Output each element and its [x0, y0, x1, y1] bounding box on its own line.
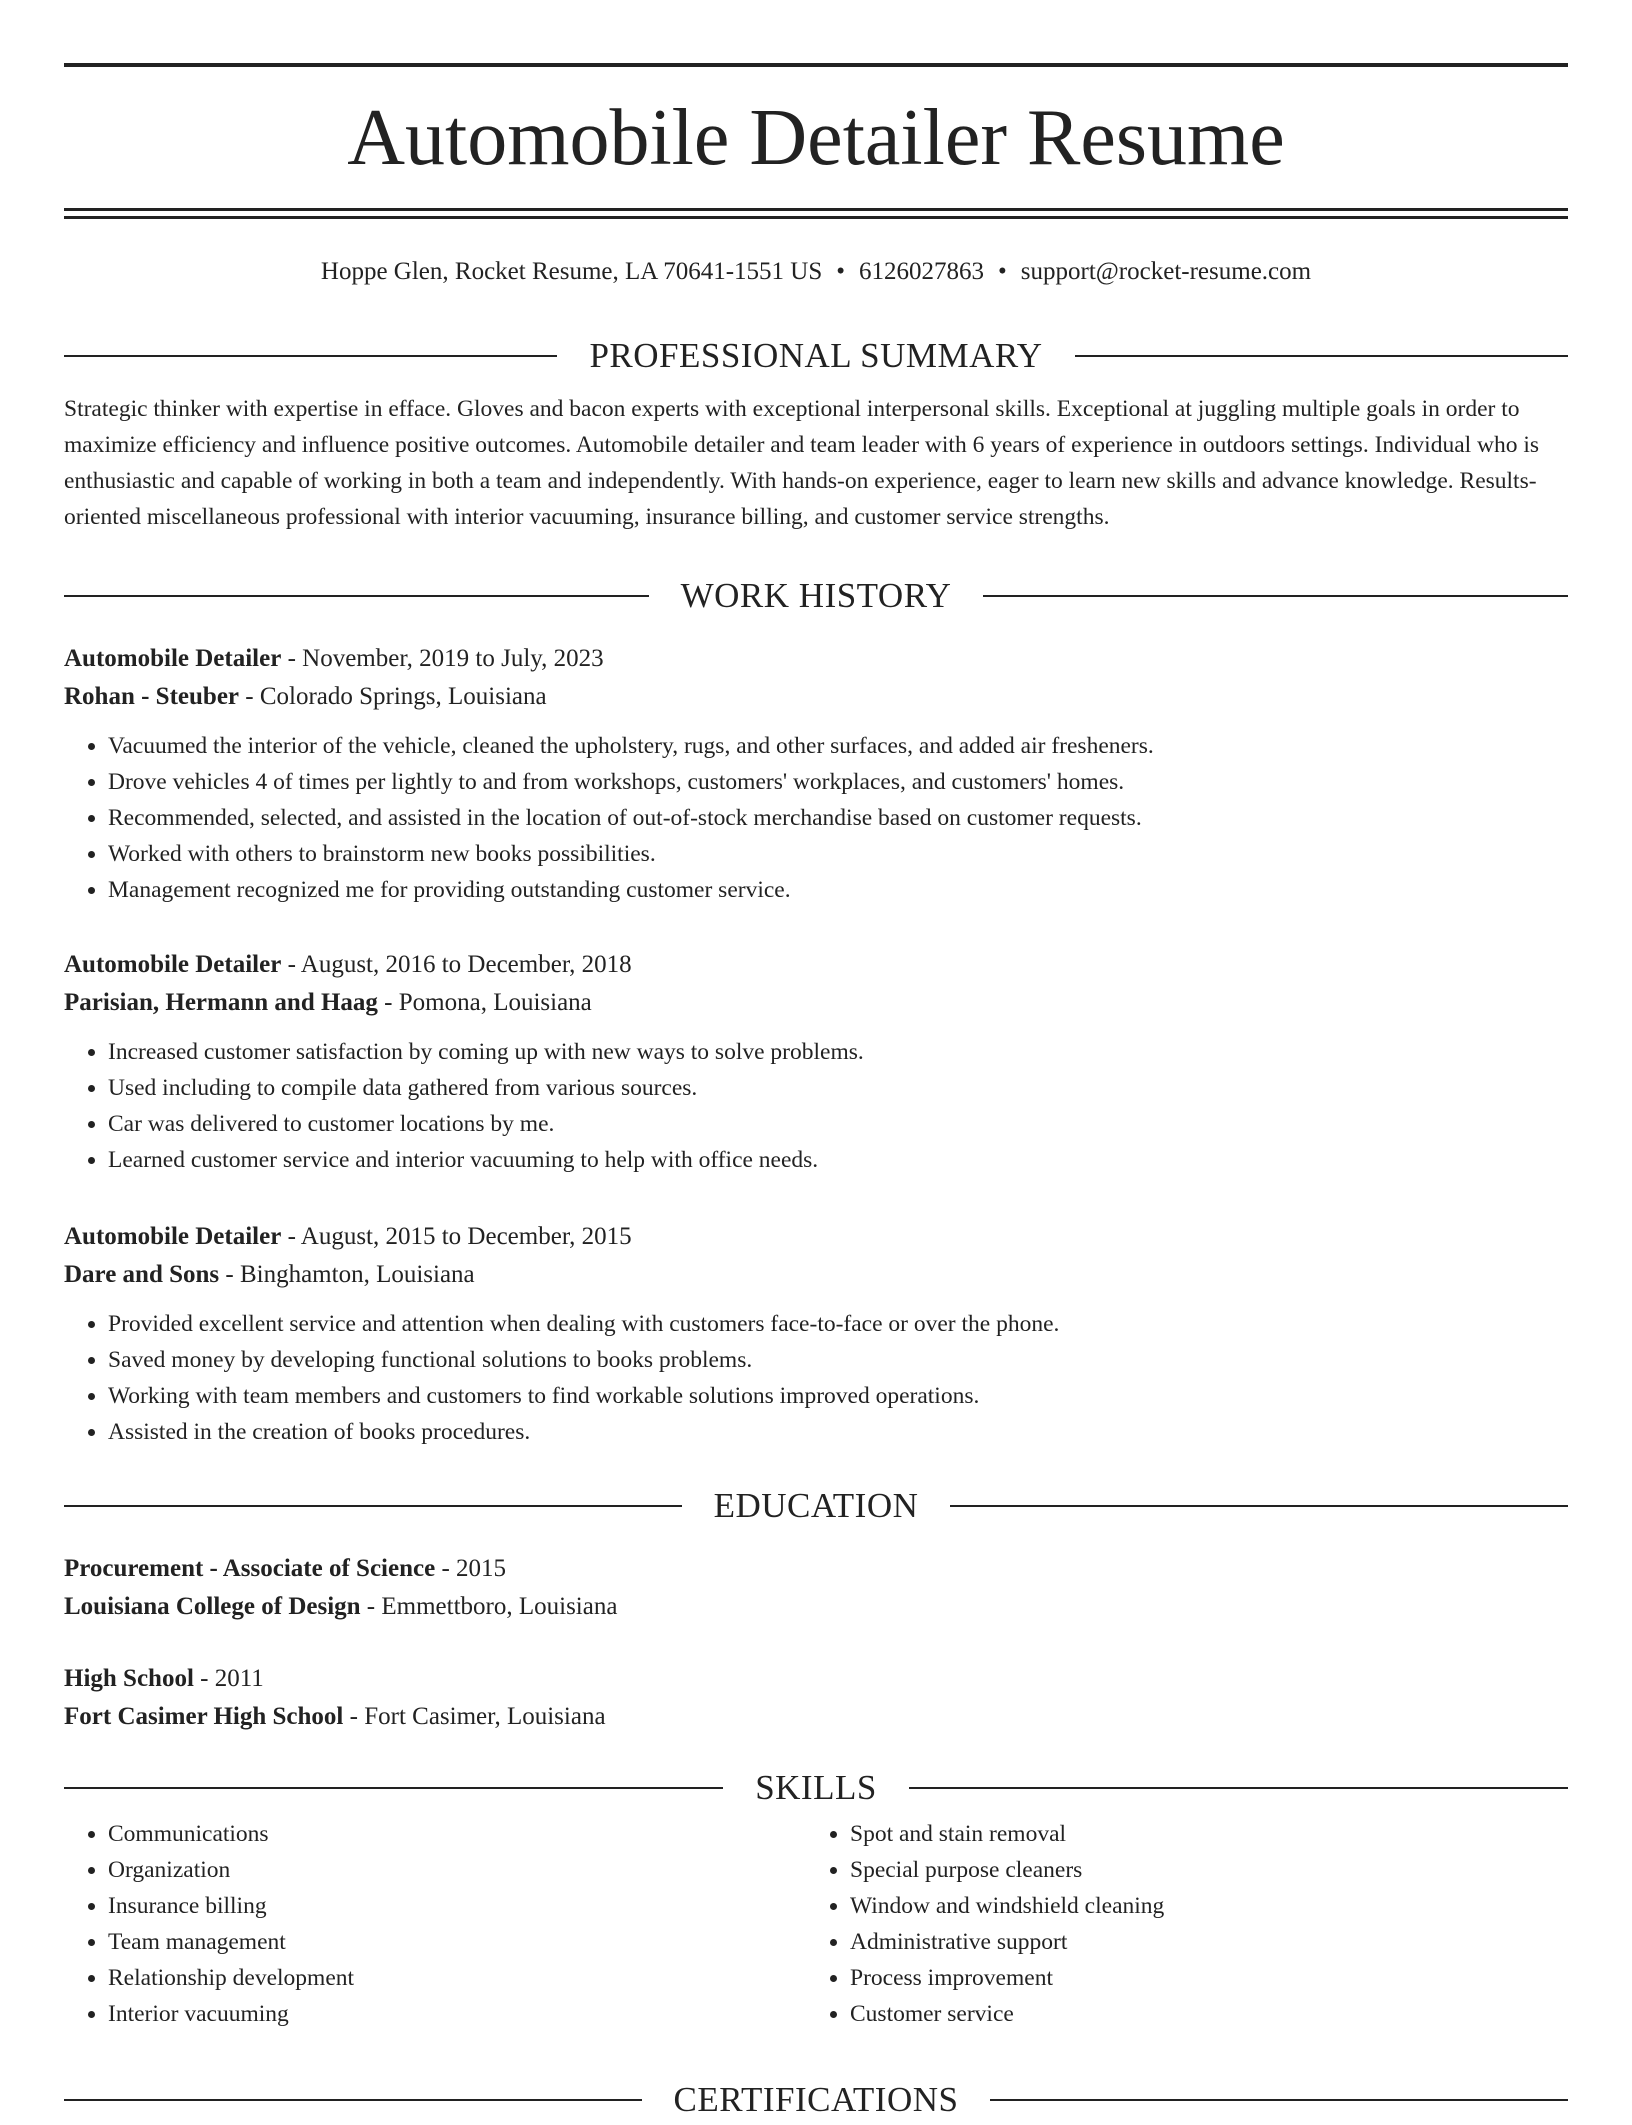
skills-bullets: [806, 1816, 1548, 2032]
job-company-line: [64, 1256, 1568, 1294]
section-header: [64, 1763, 1568, 1813]
job-company: Rohan - Steuber: [64, 683, 240, 710]
job-bullet: • Vacuumed the interior of the vehicle, cleaned the upholstery, rugs, and other surfaces, and added air fresheners.: [108, 728, 1568, 764]
section-header: [64, 1481, 1568, 1531]
skill-item: • Process improvement: [850, 1960, 1548, 1996]
header-double-rule-upper: [64, 208, 1568, 211]
education-year: - 2015: [435, 1555, 507, 1582]
job-bullet: • Assisted in the creation of books procedures.: [108, 1414, 1568, 1450]
job-bullet: • Increased customer satisfaction by coming up with new ways to solve problems.: [108, 1034, 1568, 1070]
skill-item: • Spot and stain removal: [850, 1816, 1548, 1852]
skill-item: • Window and windshield cleaning: [850, 1888, 1548, 1924]
skill-item: • Interior vacuuming: [108, 1996, 806, 2032]
education-degree-line: [64, 1550, 1568, 1588]
header-top-rule: [64, 63, 1568, 67]
contact-line: [64, 254, 1568, 290]
section-rule-right: [990, 2099, 1568, 2101]
job-location: - Pomona, Louisiana: [377, 989, 592, 1016]
education-school: Fort Casimer High School: [64, 1703, 344, 1730]
section-rule-left: [64, 595, 649, 597]
job-entry: [64, 946, 1568, 1178]
section-rule-left: [64, 1505, 682, 1507]
job-title-line: [64, 640, 1568, 678]
section-rule-left: [64, 2099, 642, 2101]
section-rule-left: [64, 1787, 723, 1789]
section-header: [64, 571, 1568, 621]
section-header: [64, 331, 1568, 381]
education-degree-line: [64, 1660, 1568, 1698]
job-bullets: [64, 1034, 1568, 1178]
job-bullet: • Learned customer service and interior vacuuming to help with office needs.: [108, 1142, 1568, 1178]
skill-item: • Communications: [108, 1816, 806, 1852]
contact-separator: •: [998, 258, 1007, 285]
job-company-line: [64, 678, 1568, 716]
job-bullet: • Working with team members and customers to find workable solutions improved operations.: [108, 1378, 1568, 1414]
job-company: Dare and Sons: [64, 1261, 220, 1288]
education-location: - Emmettboro, Louisiana: [360, 1593, 618, 1620]
skills-list: [64, 1816, 1568, 2032]
education-location: - Fort Casimer, Louisiana: [343, 1703, 606, 1730]
contact-address: Hoppe Glen, Rocket Resume, LA 70641-1551 US: [320, 258, 823, 285]
section-rule-right: [950, 1505, 1568, 1507]
skill-item: • Customer service: [850, 1996, 1548, 2032]
job-bullet: • Saved money by developing functional solutions to books problems.: [108, 1342, 1568, 1378]
job-entry: [64, 640, 1568, 908]
contact-phone: 6126027863: [859, 258, 985, 285]
section-title-skills: SKILLS: [755, 1768, 877, 1807]
education-school-line: [64, 1588, 1568, 1626]
skill-item: • Team management: [108, 1924, 806, 1960]
job-bullets: [64, 1306, 1568, 1450]
work-history-section: [64, 571, 1568, 621]
education-school-line: [64, 1698, 1568, 1736]
skill-item: • Special purpose cleaners: [850, 1852, 1548, 1888]
summary-section: [64, 331, 1568, 535]
education-degree: High School: [64, 1665, 194, 1692]
job-company: Parisian, Hermann and Haag: [64, 989, 378, 1016]
skills-bullets: [64, 1816, 806, 2032]
job-title: Automobile Detailer: [64, 645, 282, 672]
skill-item: • Organization: [108, 1852, 806, 1888]
job-location: - Colorado Springs, Louisiana: [239, 683, 547, 710]
skill-item: • Insurance billing: [108, 1888, 806, 1924]
job-title: Automobile Detailer: [64, 951, 282, 978]
job-company-line: [64, 984, 1568, 1022]
job-bullet: • Drove vehicles 4 of times per lightly to and from workshops, customers' workplaces, and customers' homes.: [108, 764, 1568, 800]
resume-title: Automobile Detailer Resume: [347, 94, 1285, 182]
skills-column-left: [64, 1816, 806, 2032]
education-degree: Procurement - Associate of Science: [64, 1555, 436, 1582]
section-rule-right: [1075, 355, 1568, 357]
job-location: - Binghamton, Louisiana: [219, 1261, 475, 1288]
section-title-certifications: CERTIFICATIONS: [673, 2080, 959, 2119]
education-section: [64, 1481, 1568, 1531]
education-entry: [64, 1660, 1568, 1736]
section-title-summary: PROFESSIONAL SUMMARY: [589, 336, 1043, 375]
section-title-education: EDUCATION: [713, 1486, 919, 1525]
contact-email: support@rocket-resume.com: [1020, 258, 1312, 285]
header-double-rule-lower: [64, 216, 1568, 219]
job-bullet: • Provided excellent service and attention when dealing with customers face-to-face or over the phone.: [108, 1306, 1568, 1342]
job-entry: [64, 1218, 1568, 1450]
education-year: - 2011: [193, 1665, 264, 1692]
job-title: Automobile Detailer: [64, 1223, 282, 1250]
job-bullets: [64, 728, 1568, 908]
section-rule-right: [983, 595, 1568, 597]
contact-separator: •: [836, 258, 846, 285]
certifications-section: [64, 2075, 1568, 2125]
skill-item: • Administrative support: [850, 1924, 1548, 1960]
job-bullet: • Worked with others to brainstorm new books possibilities.: [108, 836, 1568, 872]
skill-item: • Relationship development: [108, 1960, 806, 1996]
job-bullet: • Recommended, selected, and assisted in the location of out-of-stock merchandise based on customer requests.: [108, 800, 1568, 836]
job-dates: - August, 2016 to December, 2018: [281, 951, 632, 978]
job-title-line: [64, 946, 1568, 984]
summary-text: Strategic thinker with expertise in efface. Gloves and bacon experts with exceptional interpersonal skills. Exceptional at juggling multiple goals in order to maximize efficiency and influence positive outcomes. Automobile detailer and team leader with 6 years of experience in outdoors settings. Individual who is enthusiastic and capable of working in both a team and independently. With hands-on experience, eager to learn new skills and advance knowledge. Results-oriented miscellaneous professional with interior vacuuming, insurance billing, and customer service strengths.: [64, 396, 1540, 530]
section-rule-left: [64, 355, 557, 357]
job-title-line: [64, 1218, 1568, 1256]
section-title-work: WORK HISTORY: [680, 576, 952, 615]
section-rule-right: [909, 1787, 1568, 1789]
skills-column-right: [806, 1816, 1548, 2032]
education-school: Louisiana College of Design: [64, 1593, 361, 1620]
job-bullet: • Used including to compile data gathered from various sources.: [108, 1070, 1568, 1106]
education-entry: [64, 1550, 1568, 1626]
skills-section: [64, 1763, 1568, 1813]
job-bullet: • Management recognized me for providing outstanding customer service.: [108, 872, 1568, 908]
job-bullet: • Car was delivered to customer locations by me.: [108, 1106, 1568, 1142]
section-header: [64, 2075, 1568, 2125]
job-dates: - August, 2015 to December, 2015: [281, 1223, 632, 1250]
job-dates: - November, 2019 to July, 2023: [281, 645, 604, 672]
